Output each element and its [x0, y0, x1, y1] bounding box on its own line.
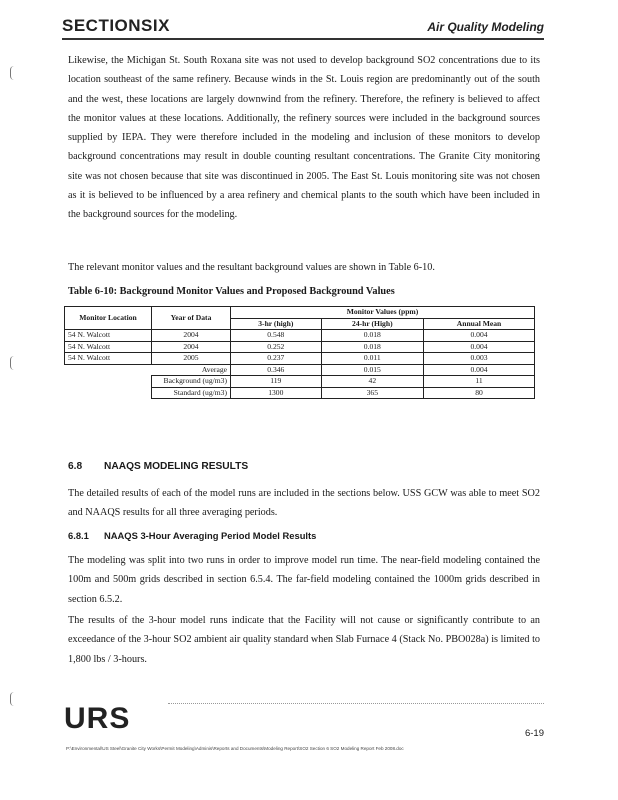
cell-3hr: 0.237 — [231, 353, 322, 365]
cell-year: 2004 — [152, 341, 231, 353]
table-summary-row — [65, 387, 535, 399]
section-number: 6.8 — [68, 461, 83, 472]
urs-logo: URS — [64, 702, 131, 735]
margin-bracket-mark — [10, 356, 16, 370]
cell-24hr: 42 — [321, 376, 423, 388]
table-row — [65, 341, 535, 353]
paragraph-table-reference: The relevant monitor values and the resultant background values are shown in Table 6-10. — [68, 262, 435, 273]
section-title: NAAQS MODELING RESULTS — [104, 461, 249, 472]
col-header-annual: Annual Mean — [424, 318, 535, 330]
col-header-3hr: 3-hr (high) — [231, 318, 322, 330]
margin-bracket-mark — [10, 66, 16, 80]
paragraph-background-sites: Likewise, the Michigan St. South Roxana site was not used to develop background SO2 concentrations due to its location southeast of the same refinery. Because winds in the St. Louis region are predominantly out of the south and the west, these locations are largely downwind from the refinery. Therefore, the refinery is believed to affect the monitor values at these locations. Additionally, the refinery sources were included in the background sources supplied by IEPA. They were therefore included in the modeling and inclusion of these monitors to develop background concentrations may result in double counting resultant concentrations. The Granite City monitoring site was not chosen because that site was discontinued in 2005. The East St. Louis monitoring site was not chosen as it is believed to be influenced by a area refinery and chemical plants to the south which have been included in the background sources for the modeling. — [68, 55, 540, 221]
cell-24hr: 365 — [321, 387, 423, 399]
col-header-monitor-location: Monitor Location — [65, 307, 152, 330]
cell-24hr: 0.011 — [321, 353, 423, 365]
subsection-title: NAAQS 3-Hour Averaging Period Model Results — [104, 530, 317, 541]
cell-annual: 0.004 — [424, 330, 535, 342]
cell-3hr: 0.252 — [231, 341, 322, 353]
cell-annual: 0.004 — [424, 364, 535, 376]
subsection-heading — [68, 530, 316, 541]
paragraph-3hr-results: The results of the 3-hour model runs indicate that the Facility will not cause or significantly contribute to an exceedance of the 3-hour SO2 ambient air quality standard when Slab Furnace 4 (Stack No. PBO028a) is limited to 1,800 lbs / 3-hours. — [68, 615, 540, 665]
col-header-24hr: 24-hr (High) — [321, 318, 423, 330]
header-title: Air Quality Modeling — [427, 20, 544, 34]
section-label: SECTIONSIX — [62, 16, 170, 35]
footer-rule — [168, 703, 544, 704]
cell-summary-label: Standard (ug/m3) — [152, 387, 231, 399]
cell-3hr: 0.548 — [231, 330, 322, 342]
cell-annual: 80 — [424, 387, 535, 399]
cell-3hr: 1300 — [231, 387, 322, 399]
header-rule — [62, 38, 544, 40]
subsection-number: 6.8.1 — [68, 530, 89, 541]
background-monitor-table — [64, 306, 535, 399]
table-row — [65, 330, 535, 342]
footer-file-path: P:\Environmental\US Steel\Granite City Works\Permit Modeling\Adminis\Reports and Documents\Modeling Report\SO2 Section 6 SO2 Modeling Report Feb 2008.doc — [66, 746, 404, 751]
col-header-year: Year of Data — [152, 307, 231, 330]
cell-24hr: 0.018 — [321, 341, 423, 353]
table-row — [65, 353, 535, 365]
cell-24hr: 0.015 — [321, 364, 423, 376]
paragraph-results-intro: The detailed results of each of the model runs are included in the sections below. USS GCW was able to meet SO2 and NAAQS results for all three averaging periods. — [68, 488, 540, 519]
cell-year: 2005 — [152, 353, 231, 365]
section-heading — [68, 461, 248, 472]
cell-annual: 11 — [424, 376, 535, 388]
page-number: 6-19 — [524, 728, 544, 739]
paragraph-model-runs: The modeling was split into two runs in order to improve model run time. The near-field modeling contained the 100m and 500m grids described in section 6.5.4. The far-field modeling contained the 1000m grids described in section 6.5.2. — [68, 555, 540, 605]
cell-annual: 0.004 — [424, 341, 535, 353]
table-summary-row — [65, 364, 535, 376]
cell-3hr: 0.346 — [231, 364, 322, 376]
table-summary-row — [65, 376, 535, 388]
cell-summary-label: Average — [152, 364, 231, 376]
cell-location: 54 N. Walcott — [65, 341, 152, 353]
cell-location: 54 N. Walcott — [65, 353, 152, 365]
cell-annual: 0.003 — [424, 353, 535, 365]
cell-summary-label: Background (ug/m3) — [152, 376, 231, 388]
margin-bracket-mark — [10, 692, 16, 706]
col-header-monitor-values: Monitor Values (ppm) — [231, 307, 535, 319]
cell-year: 2004 — [152, 330, 231, 342]
cell-location: 54 N. Walcott — [65, 330, 152, 342]
table-caption: Table 6-10: Background Monitor Values and Proposed Background Values — [68, 286, 395, 297]
cell-3hr: 119 — [231, 376, 322, 388]
cell-24hr: 0.018 — [321, 330, 423, 342]
